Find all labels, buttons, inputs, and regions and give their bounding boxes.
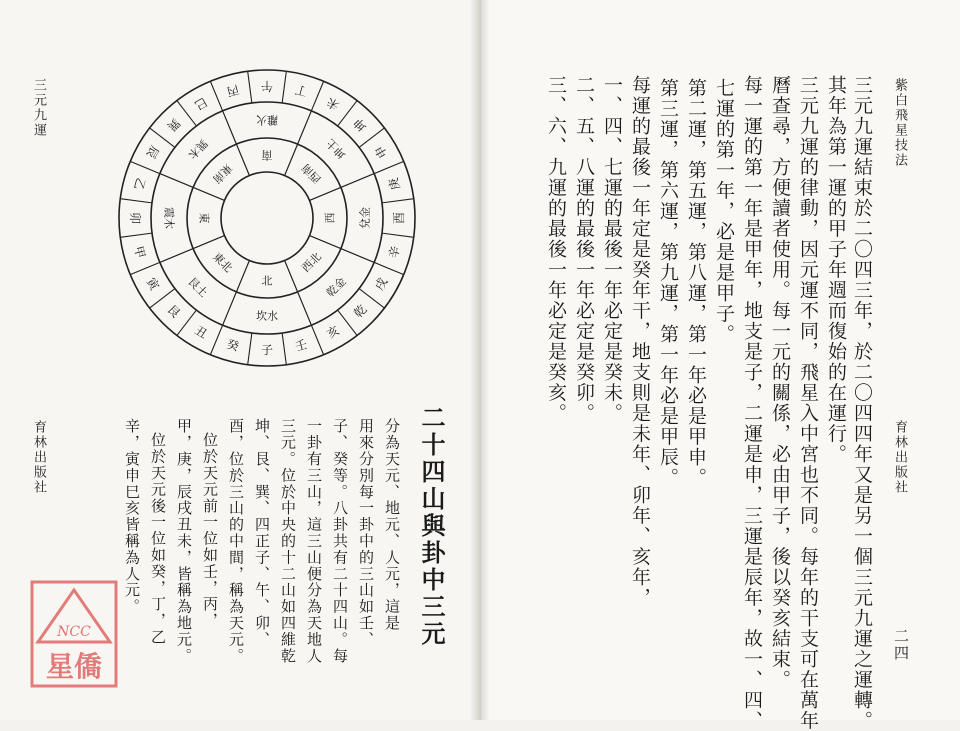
right-paragraph-column: 其年為第一運的甲子年週而復始的在運行。 (825, 75, 847, 465)
right-paragraph-column: 第三運，第六運，第九運，第一年必是甲辰。 (657, 78, 679, 488)
diagram-label: 南 (261, 148, 273, 162)
diagram-label: 午 (260, 79, 274, 93)
diagram-label: 丁 (293, 82, 309, 99)
right-paragraph-column: 第二運，第五運，第八運，第一年必是甲申。 (685, 78, 707, 488)
book-gutter (470, 0, 490, 720)
diagram-label: 丑 (192, 323, 210, 342)
left-paragraph-column: 辛，寅申巳亥皆稱為人元。 (123, 418, 141, 615)
diagram-label: 辛 (386, 244, 403, 260)
diagram-label: 坎水 (256, 309, 278, 323)
diagram-label: 東南 (210, 161, 235, 186)
ncc-logo-stamp (30, 580, 118, 688)
left-paragraph-column: 用來分別每一卦中的三山如壬、 (357, 418, 375, 648)
right-paragraph-column: 每運的最後一年定是癸年干，地支則是未年、卯年、亥年， (629, 75, 651, 608)
diagram-label: 巳 (192, 94, 210, 113)
diagram-label: 戌 (372, 275, 391, 293)
diagram-label: 艮 (164, 302, 183, 321)
left-paragraph-column: 子、癸等。八卦共有二十四山。每 (331, 418, 349, 664)
left-paragraph-column: 一卦有三山，這三山便分為天地人 (305, 418, 323, 664)
diagram-label: 未 (324, 94, 342, 113)
diagram-label: 東北 (210, 250, 235, 275)
diagram-label: 巽木 (185, 136, 211, 162)
left-paragraph-column: 位於天元後一位如癸，丁，乙 (149, 432, 167, 646)
right-publisher: 育林出版社 (892, 420, 907, 495)
twenty-four-mountains-diagram (117, 68, 417, 368)
right-header-title: 紫白飛星技法 (892, 78, 907, 168)
right-paragraph-column: 曆查尋，方便讀者使用。每一元的關係，必由甲子，後以癸亥結束。 (769, 75, 791, 690)
diagram-label: 坤土 (323, 136, 349, 162)
diagram-label: 西南 (299, 161, 324, 186)
diagram-label: 離火 (256, 113, 278, 127)
left-paragraph-column: 分為天元、地元、人元，這是 (383, 418, 401, 632)
right-paragraph-column: 一、四、七運的最後一年必定是癸未。 (601, 75, 623, 424)
diagram-label: 北 (261, 274, 273, 288)
diagram-label: 東 (197, 212, 211, 224)
diagram-label: 乙 (131, 176, 148, 192)
section-title: 二十四山與卦中三元 (417, 405, 446, 648)
diagram-label: 酉 (392, 211, 406, 225)
stamp-top-text: NCC (57, 624, 91, 640)
diagram-label: 甲 (131, 244, 148, 260)
left-paragraph-column: 三元。位於中央的十二山如四維乾 (279, 418, 297, 664)
left-paragraph-column: 甲，庚，辰戌丑未，皆稱為地元。 (175, 418, 193, 664)
diagram-label: 艮土 (185, 274, 211, 300)
diagram-label: 壬 (293, 337, 309, 354)
left-header-title: 三元九運 (31, 78, 46, 138)
left-footer-publisher: 育林出版社 (31, 420, 46, 495)
right-paragraph-column: 七運的第一年，必是是甲子。 (713, 78, 735, 345)
diagram-label: 癸 (225, 337, 241, 354)
diagram-label: 震木 (162, 207, 176, 229)
right-paragraph-column: 三元九運的律動，因元運不同，飛星入中宮也不同。每年的干支可在萬年 (797, 75, 819, 731)
diagram-label: 申 (372, 143, 391, 161)
diagram-label: 西 (323, 212, 337, 224)
diagram-label: 卯 (128, 211, 142, 225)
diagram-label: 巽 (164, 115, 183, 134)
right-paragraph-column: 每一運的第一年是甲年，地支是子，二運是申，三運是辰年，故一、四、 (741, 75, 763, 731)
diagram-label: 西北 (299, 250, 324, 275)
diagram-label: 亥 (324, 323, 342, 342)
right-paragraph-column: 三元九運結束於二〇四三年，於二〇四四年又是另一個三元九運之運轉。 (851, 75, 873, 731)
diagram-label: 辰 (143, 143, 162, 161)
diagram-label: 丙 (225, 82, 241, 99)
right-paragraph-column: 二、五、八運的最後一年必定是癸卯。 (573, 75, 595, 424)
diagram-label: 寅 (143, 275, 162, 293)
diagram-label: 乾 (351, 302, 370, 321)
left-paragraph-column: 坤、艮、巽、四正子、午、卯、 (253, 418, 271, 648)
left-paragraph-column: 酉，位於三山的中間，稱為天元。 (227, 418, 245, 664)
stamp-bottom-text: 星僑 (45, 650, 103, 683)
diagram-label: 乾金 (323, 274, 349, 300)
right-paragraph-column: 三、六、九運的最後一年必定是癸亥。 (545, 75, 567, 424)
diagram-label: 坤 (351, 115, 370, 134)
diagram-label: 庚 (386, 176, 403, 192)
diagram-label: 兌金 (358, 207, 372, 229)
left-paragraph-column: 位於天元前一位如壬，丙， (201, 432, 219, 629)
page-number: 二四 (892, 628, 910, 662)
diagram-label: 子 (260, 343, 274, 357)
